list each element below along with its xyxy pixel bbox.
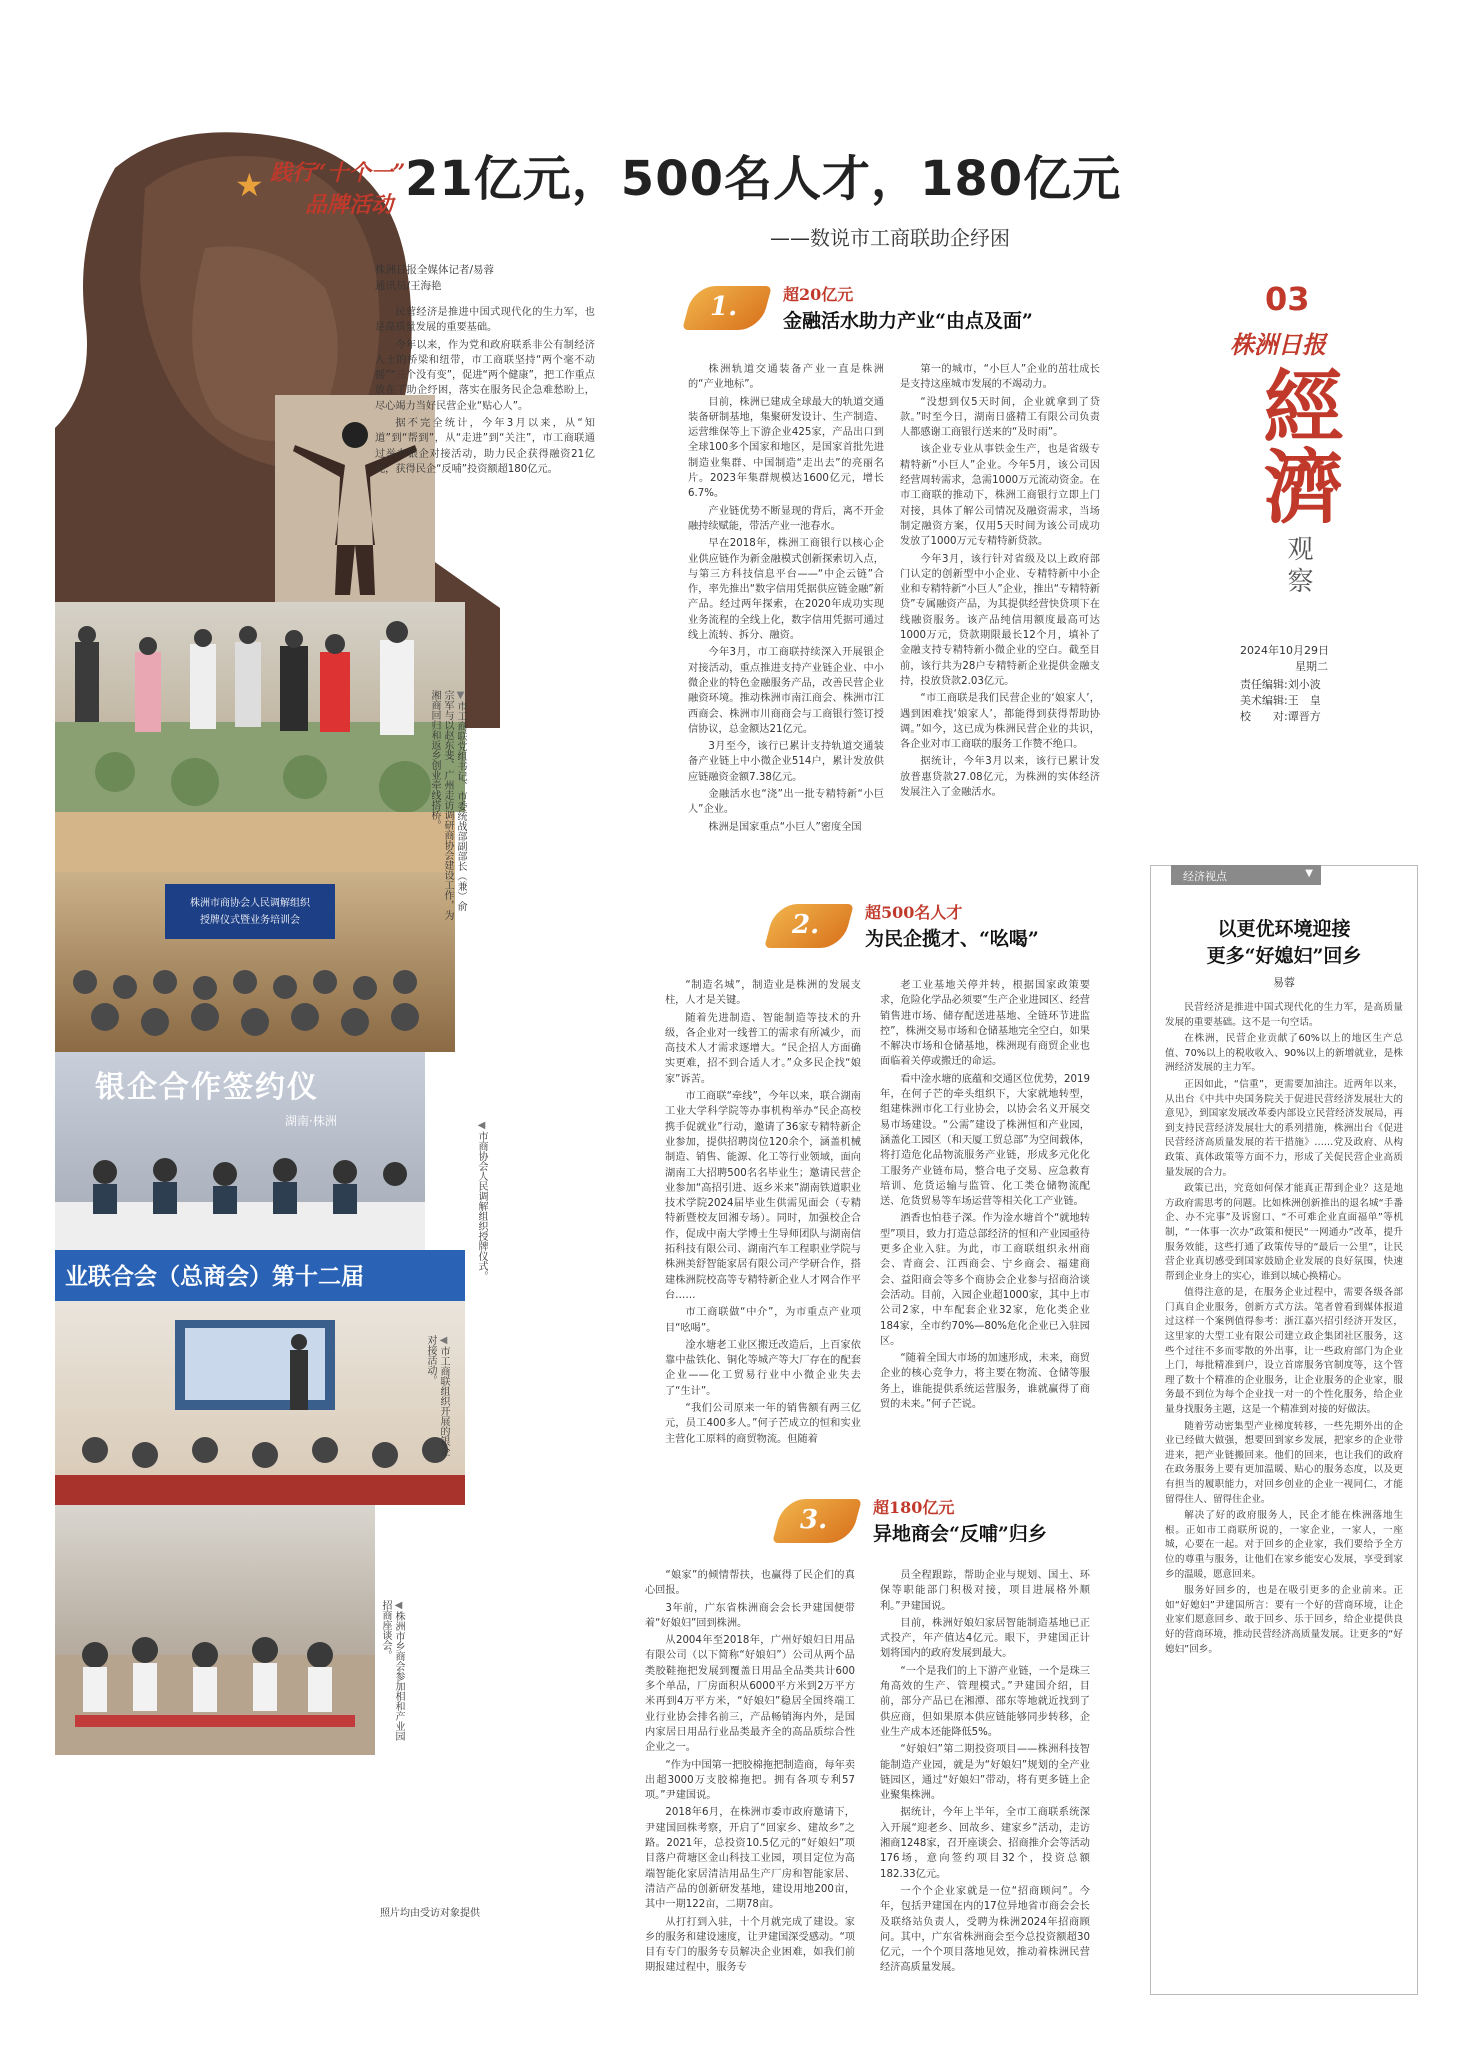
star-icon: ★ [235,166,264,204]
s1c2-p1: 第一的城市，“小巨人”企业的茁壮成长是支持这座城市发展的不竭动力。 [900,364,1100,391]
s3c2-p4: “好娘妇”第二期投资项目——株洲科技智能制造产业园，就是为“好娘妇”规划的全产业链园区，通过“好娘妇”带动，将有更多链上企业聚集株洲。 [880,1744,1090,1802]
photo-credit: 照片均由受访对象提供 [380,1908,480,1919]
caption-mediation: ◀市商协会人民调解组织授牌仪式。 [476,1120,487,1281]
intro-p3: 据不完全统计，今年3月以来，从“知道”到“帮到”，从“走进”到“关注”，市工商联通过举办银企对接活动，助力民企获得融资21亿元，获得民企“反哺”投资额超180亿元。 [375,418,595,475]
photo-meeting [55,1505,375,1755]
bank-banner-text: 银企合作签约仪 [95,1070,319,1105]
issue-date: 2024年10月29日 [1240,644,1329,657]
sb-p2: 在株洲，民营企业贡献了60%以上的地区生产总值、70%以上的税收收入、90%以上的新增就业，是株洲经济发展的主力军。 [1165,1033,1403,1074]
sb-p4: 政策已出，究竟如何保才能真正帮到企业？这是地方政府需思考的问题。比如株洲创新推出的退名城“手番企、办不完事”及诉窗口、“不可难企业直面福单”等机制，“一体事一次办”政策和便民“一网通办”改革，提升服务效能，这些打通了政策传导的“最后一公里”，让民营企业真切感受到国家鼓励企业发展的良好氛围，快速帮到企业身上的实心，谁到以城心换精心。 [1165,1183,1403,1282]
section-2-title: 为民企揽才、“吆喝” [865,928,1039,950]
s1c1-p4: 早在2018年，株洲工商银行以核心企业供应链作为新金融模式创新探索切入点，与第三方科技信息平台——“中企云链”合作，率先推出“数字信用凭据供应链金融”新产品。经过两年探索，在2020年成功实现业务流程的全线上化，数字信用凭据可通过线上流转、拆分、融资。 [688,538,884,642]
caption-bank-text: 市工商联组织开展的银企对接活动。 [425,1335,449,1456]
subheadline: ——数说市工商联助企纾困 [770,226,1010,250]
sb-p5: 值得注意的是，在服务企业过程中，需要各级各部门真自企业服务，创新方式方法。笔者曾看到媒体报道过这样一个案例值得参考：浙江嘉兴招引经济开发区，这里家的大型工业有限公司建立政企集团社区服务，这些个过往不多而零散的外出事，让一些政府部门为企业上门，每批精准到户，设立首席服务官制度等，这个管理了数十个精准的企业服务，让企业服务的企业家，服务最不到位为每个企业找一对一的个性化服务，给企业量身找服务主题，这是一个精准到对接的好做法。 [1165,1287,1403,1416]
headline: 21亿元，500名人才，180亿元 [405,151,1122,207]
brand-line2: 品牌活动 [305,192,394,218]
s2c2-p3: 酒香也怕巷子深。作为淦水塘首个“就地转型”项目，致力打造总部经济的恒和产业园亟待更多企业入驻。为此，市工商联组织永州商会、青商会、江西商会、宁乡商会、福建商会、益阳商会等多个商协会企业参与招商洽谈会活动。目前，入园企业超1000家，其中上市公司2家，中车配套企业32家，危化类企业184家，全市约70%—80%危化企业已入驻园区。 [880,1213,1090,1347]
bank-banner-subtext: 湖南·株洲 [285,1114,337,1128]
s1c1-p7: 金融活水也“浇”出一批专精特新“小巨人”企业。 [688,789,884,816]
section-2-kicker: 超500名人才 [865,903,963,922]
caption-chamber: ◀株洲市乡商会参加相和产业园招商座谈会。 [380,1600,404,1741]
sb-p1: 民营经济是推进中国式现代化的生力军，是高质量发展的重要基础。这不是一句空话。 [1165,1002,1403,1028]
photo-bank-signing [55,1052,425,1252]
photo-exhibition [55,602,465,812]
s1c1-p1: 株洲轨道交通装备产业一直是株洲的“产业地标”。 [688,364,884,391]
triangle-down-icon: ▼ [1305,868,1313,879]
sb-p8: 服务好回乡的，也是在吸引更多的企业前来。正如“好媳妇”尹建国所言：要有一个好的营商环境，让企业家们愿意回乡、敢于回乡、乐于回乡，给企业提供良好的营商环境，推动民营经济高质量发展。让更多的“好媳妇”回乡。 [1165,1585,1403,1655]
s3c2-p6: 一个个企业家就是一位“招商顾问”。今年，包括尹建国在内的17位异地省市商会会长及联络站负责人，受聘为株洲2024年招商顾问。其中，广东省株洲商会至今总投资额超30亿元，一个个项目落地见效，推动着株洲民营经济高质量发展。 [880,1885,1090,1974]
editor-credit: 责任编辑:刘小波 [1240,678,1321,691]
sidebar-commentary [1150,865,1418,1995]
section-1-number: 1. [710,292,738,322]
intro-text [375,305,595,479]
caption-visit-text: 市工商联党组书记、市委统战部副部长（兼）俞宗军与以赵东斐、广州走访调研商协会建设工作，为湘商回归和返乡创业牵线搭桥。 [429,690,466,920]
s2c1-p1: “制造名城”，制造业是株洲的发展支柱，人才是关键。 [665,980,861,1007]
s3c2-p2: 目前，株洲好娘妇家居智能制造基地已正式投产，年产值达4亿元。眼下，尹建国正计划将国内的政府发展到最大。 [880,1617,1090,1660]
hall-screen-line2: 授牌仪式暨业务培训会 [200,915,300,926]
s3c2-p5: 据统计，今年上半年，全市工商联系统深入开展“迎老乡、回故乡、建家乡”活动，走访湘商1248家，召开座谈会、招商推介会等活动176场，意向签约项目32个，投资总额182.33亿元。 [880,1807,1090,1880]
section-1-col1 [688,362,884,837]
section-3-number: 3. [800,1505,828,1535]
section-3-kicker: 超180亿元 [873,1498,955,1517]
section-1-header [688,282,1088,342]
s1c2-p6: 据统计，今年3月以来，该行已累计发放普惠贷款27.08亿元，为株洲的实体经济发展注入了金融活水。 [900,756,1100,799]
caption-bank: ◀市工商联组织开展的银企对接活动。 [425,1335,449,1456]
sidebar-body [1165,1001,1403,1659]
s1c1-p3: 产业链优势不断显现的背后，离不开金融持续赋能，带活产业一池春水。 [688,505,884,532]
section-2-header [770,900,1170,960]
s3c1-p2: 3年前，广东省株洲商会会长尹建国便带着“好娘妇”回到株洲。 [645,1602,855,1629]
congress-banner-text: 业联合会（总商会）第十二届 [65,1264,364,1290]
sb-p7: 解决了好的政府服务人，民企才能在株洲落地生根。正如市工商联所说的，一家企业，一家人，一座城，心要在一起。对于回乡的企业家，我们要给予全方位的尊重与服务，让他们在家乡能安心发展，享受到家乡的温暖，愿意回来。 [1165,1510,1403,1580]
caption-mediation-text: 市商协会人民调解组织授牌仪式。 [476,1131,487,1281]
s1c1-p8: 株洲是国家重点“小巨人”密度全国 [708,821,862,833]
page-number: 03 [1265,280,1310,318]
section-1-title: 金融活水助力产业“由点及面” [783,310,1033,332]
hall-screen-line1: 株洲市商协会人民调解组织 [190,898,310,909]
section-3-title: 异地商会“反哺”归乡 [873,1523,1047,1545]
s2c2-p2: 看中淦水塘的底蕴和交通区位优势，2019年，在何子芒的牵头组织下，大家就地转型，组建株洲市化工行业协会，以协会名义开展交易市场建设。“公需”建设了株洲恒和产业园，涵盖化工园区（和天厦工贸总部”为空间载体，将打造危化品物流服务产业链，形成多元化化工服务产业链布局，整合电子交易、应急救育培训、危货运输与监管、化工类仓储物流配送、危货贸易等车场运营等相关化工产业链。 [880,1073,1090,1208]
s1c2-p2: “没想到仅5天时间，企业就拿到了贷款。”时至今日，湖南日盛精工有限公司负责人都感谢工商银行送来的“及时雨”。 [900,396,1100,439]
section-2-col1 [665,978,861,1449]
paper-name: 株洲日报 [1230,330,1326,359]
proofreader-credit: 校 对:谭晋方 [1240,710,1321,723]
sidebar-author: 易蓉 [1273,976,1295,989]
sidebar-label-tab [1171,865,1321,885]
s3c2-p3: “一个是我们的上下游产业链，一个是珠三角高效的生产、管理模式。”尹建国介绍，目前，部分产品已在湘潭、邵东等地就近找到了供应商，但如果原本供应链能够同步转移，企业生产成本还能降低5%。 [880,1665,1090,1738]
s2c1-p5: 淦水塘老工业区搬迁改造后，上百家依靠中盐铁化、铜化等城产等大厂存在的配套企业——化工贸易行业中小微企业失去了“生计”。 [665,1339,861,1397]
caption-visit: ▼市工商联党组书记、市委统战部副部长（兼）俞宗军与以赵东斐、广州走访调研商协会建设工作，为湘商回归和返乡创业牵线搭桥。 [429,690,466,920]
s2c2-p1: 老工业基地关停并转，根据国家政策要求，危险化学品必须要“生产企业进园区、经营销售进市场、储存配送进基地、全链环节进监控”，株洲交易市场和仓储基地完全空白，如果不解决市场和仓储基地，株洲现有商贸企业也面临着关停或搬迁的命运。 [880,980,1090,1068]
sidebar-title-1: 以更优环境迎接 [1217,918,1351,940]
photo-congress [55,1250,465,1505]
art-editor-credit: 美术编辑:王 皇 [1240,694,1321,707]
s1c2-p5: “市工商联是我们民营企业的‘娘家人’，遇到困难找‘娘家人’，都能得到获得帮助协调。”如今，这已成为株洲民营企业的共识，各企业对市工商联的服务工作赞不绝口。 [900,693,1100,751]
byline-correspondent: 通讯员/王海艳 [375,280,442,292]
caption-chamber-text: 株洲市乡商会参加相和产业园招商座谈会。 [380,1600,404,1741]
section-3-col2 [880,1568,1090,1978]
sb-p3: 正因如此，“信重”，更需要加油注。近两年以来，从出台《中共中央国务院关于促进民营经济发展壮大的意见》，到国家发展改革委内部设立民营经济发展局，再到支持民营经济发展壮大的系列措施，株洲出台《促进民营经济高质量发展的若干措施》……党及政府、从构政策、真体政策等方面不力，形成了关促民营企业高质量发展的合力。 [1165,1078,1403,1178]
section-2-col2 [880,978,1090,1414]
masthead [1225,280,1405,760]
s2c1-p4: 市工商联做“中介”，为市重点产业项目“吆喝”。 [665,1307,861,1334]
section-1-col2 [900,362,1100,802]
intro-p1: 民营经济是推进中国式现代化的生力军，也是高质量发展的重要基础。 [375,307,595,334]
section-small: 观察 [1283,535,1313,599]
s1c2-p3: 该企业专业从事铁金生产，也是省级专精特新“小巨人”企业。今年5月，该公司因经营周转需求，急需1000万元流动资金。在市工商联的推动下，株洲工商银行立即上门对接，具体了解公司情况及融资需求，当场制定融资方案，仅用5天时间为该公司成功发放了1000万元专精特新贷款。 [900,444,1100,548]
section-3-col1 [645,1568,855,1978]
s1c1-p6: 3月至今，该行已累计支持轨道交通装备产业链上中小微企业514户，累计发放供应链融资金额7.38亿元。 [688,741,884,783]
brand-line1: 践行“十个一” [270,160,406,186]
s3c1-p4: “作为中国第一把胶棉拖把制造商，每年卖出超3000万支胶棉拖把。拥有各项专利57项。”尹建国说。 [645,1759,855,1802]
s3c1-p1: “娘家”的倾情帮扶，也赢得了民企们的真心回报。 [645,1570,855,1597]
s3c1-p5: 2018年6月，在株洲市委市政府邀请下，尹建国回株考察，开启了“回家乡、建故乡”之路。2021年，总投资10.5亿元的“好娘妇”项目落户荷塘区金山科技工业园，项目定位为高端智能化家居清洁用品生产厂房和智能家居、清洁产品的创新研发基地，建设用地200亩，其中一期122亩，二期78亩。 [645,1807,855,1911]
byline-reporter: 株洲日报全媒体记者/易蓉 [375,264,495,276]
section-big: 經濟 [1250,365,1344,525]
sidebar-label: 经济视点 [1183,870,1227,883]
sb-p6: 随着劳动密集型产业梯度转移，一些先期外出的企业已经做大做强，想要回到家乡发展，把家乡的企业带进来，把产业链搬回来。他们的回来，也让我们的政府在政务服务上要有更加温暖、贴心的服务态度，以及更有担当的履职能力，对回乡创业的企业一视同仁，才能留得住人、留得住企业。 [1165,1420,1403,1505]
s2c1-p3: 市工商联“牵线”，今年以来，联合湖南工业大学科学院等办事机构举办“民企高校携手促就业”行动，邀请了36家专精特新企业参加，提供招聘岗位120余个，涵盖机械制造、销售、能源、化工等行业领域，面向湖南工大招聘500名名毕业生；邀请民营企业参加“高招引进、返乡米来”湖南铁道职业技术学院2024届毕业生供需见面会（专精特新暨校友回湘专场）。同时，加强校企合作，促成中南大学博士生导师团队与湖南信拓科技有限公司、湖南汽车工程职业学院与株洲美舒智能家居有限公司产学研合作，搭建株洲院校高等专精特新企业人才网合作平台…… [665,1091,861,1301]
section-1-kicker: 超20亿元 [783,285,854,304]
sidebar-title-2: 更多“好媳妇”回乡 [1206,945,1362,967]
section-3-header [778,1495,1178,1555]
brand-logo [235,148,406,223]
section-2-number: 2. [792,910,820,940]
photo-hall [55,812,455,1052]
s3c1-p3: 从2004年至2018年，广州好娘妇日用品有限公司（以下简称“好娘妇”）公司从两个品类胶鞋拖把发展到覆盖日用品全品类共计600多个单品，厂房面积从6000平方米到2万平方米再到4万平方米，“好娘妇”稳居全国终端工业行业协会排名前三，产品畅销海内外，是国内家居日用品行业品类最齐全的高品质综合性企业之一。 [645,1635,855,1754]
s1c1-p2: 目前，株洲已建成全球最大的轨道交通装备研制基地，集聚研发设计、生产制造、运营维保等上下游企业425家，产品出口到全球100多个国家和地区，是国家首批先进制造业集群、中国制造“走出去”的亮丽名片。2023年集群规模达1600亿元，增长6.7%。 [688,396,884,500]
s2c1-p6: “我们公司原来一年的销售额有两三亿元，员工400多人。”何子芒成立的恒和实业主营化工原料的商贸物流。但随着 [665,1403,861,1445]
issue-weekday: 星期二 [1295,660,1328,673]
s2c1-p2: 随着先进制造、智能制造等技术的升级，各企业对一线普工的需求有所减少，而高技术人才需求逐增大。“民企招人方面确实更难，招不到合适人才。”众多民企找“娘家”诉苦。 [665,1012,861,1085]
s3c2-p1: 员全程跟踪，帮助企业与规划、国土、环保等职能部门积极对接，项目进展格外顺利。”尹建国说。 [880,1570,1090,1612]
intro-p2: 今年以来，作为党和政府联系非公有制经济人士的桥梁和纽带，市工商联坚持“两个毫不动摇”“三个没有变”，促进“两个健康”，把工作重点放在了助企纾困，落实在服务民企急难愁盼上，尽心竭力当好民营企业“贴心人”。 [375,339,595,412]
s3c1-p6: 从打打到入驻，十个月就完成了建设。家乡的服务和建设速度，让尹建国深受感动。“项目有专门的服务专员解决企业困难，如我们前期报建过程中，服务专 [645,1916,855,1974]
s1c1-p5: 今年3月，市工商联持续深入开展银企对接活动，重点推进支持产业链企业、中小微企业的特色金融服务产品，改善民营企业融资环境。推动株洲市南江商会、株洲市江西商会、株洲市川商商会与工商银行签订授信协议，总金额达21亿元。 [688,647,884,735]
s1c2-p4: 今年3月，该行针对省级及以上政府部门认定的创新型中小企业、专精特新中小企业和专精特新“小巨人”企业，推出“专精特新贷”专属融资产品，为其提供经营快贷项下在线融资服务。该产品纯信用额度最高可达1000万元，贷款期限最长12个月，填补了金融支持专精特新小微企业的空白。截至目前，该行共为28户专精特新企业提供金融支持，投放贷款2.03亿元。 [900,553,1100,687]
s2c2-p4: “随着全国大市场的加速形成，未来，商贸企业的核心竞争力，将主要在物流、仓储等服务上，谁能提供系统运营服务，谁就赢得了商贸的未来。”何子芒说。 [880,1353,1090,1411]
